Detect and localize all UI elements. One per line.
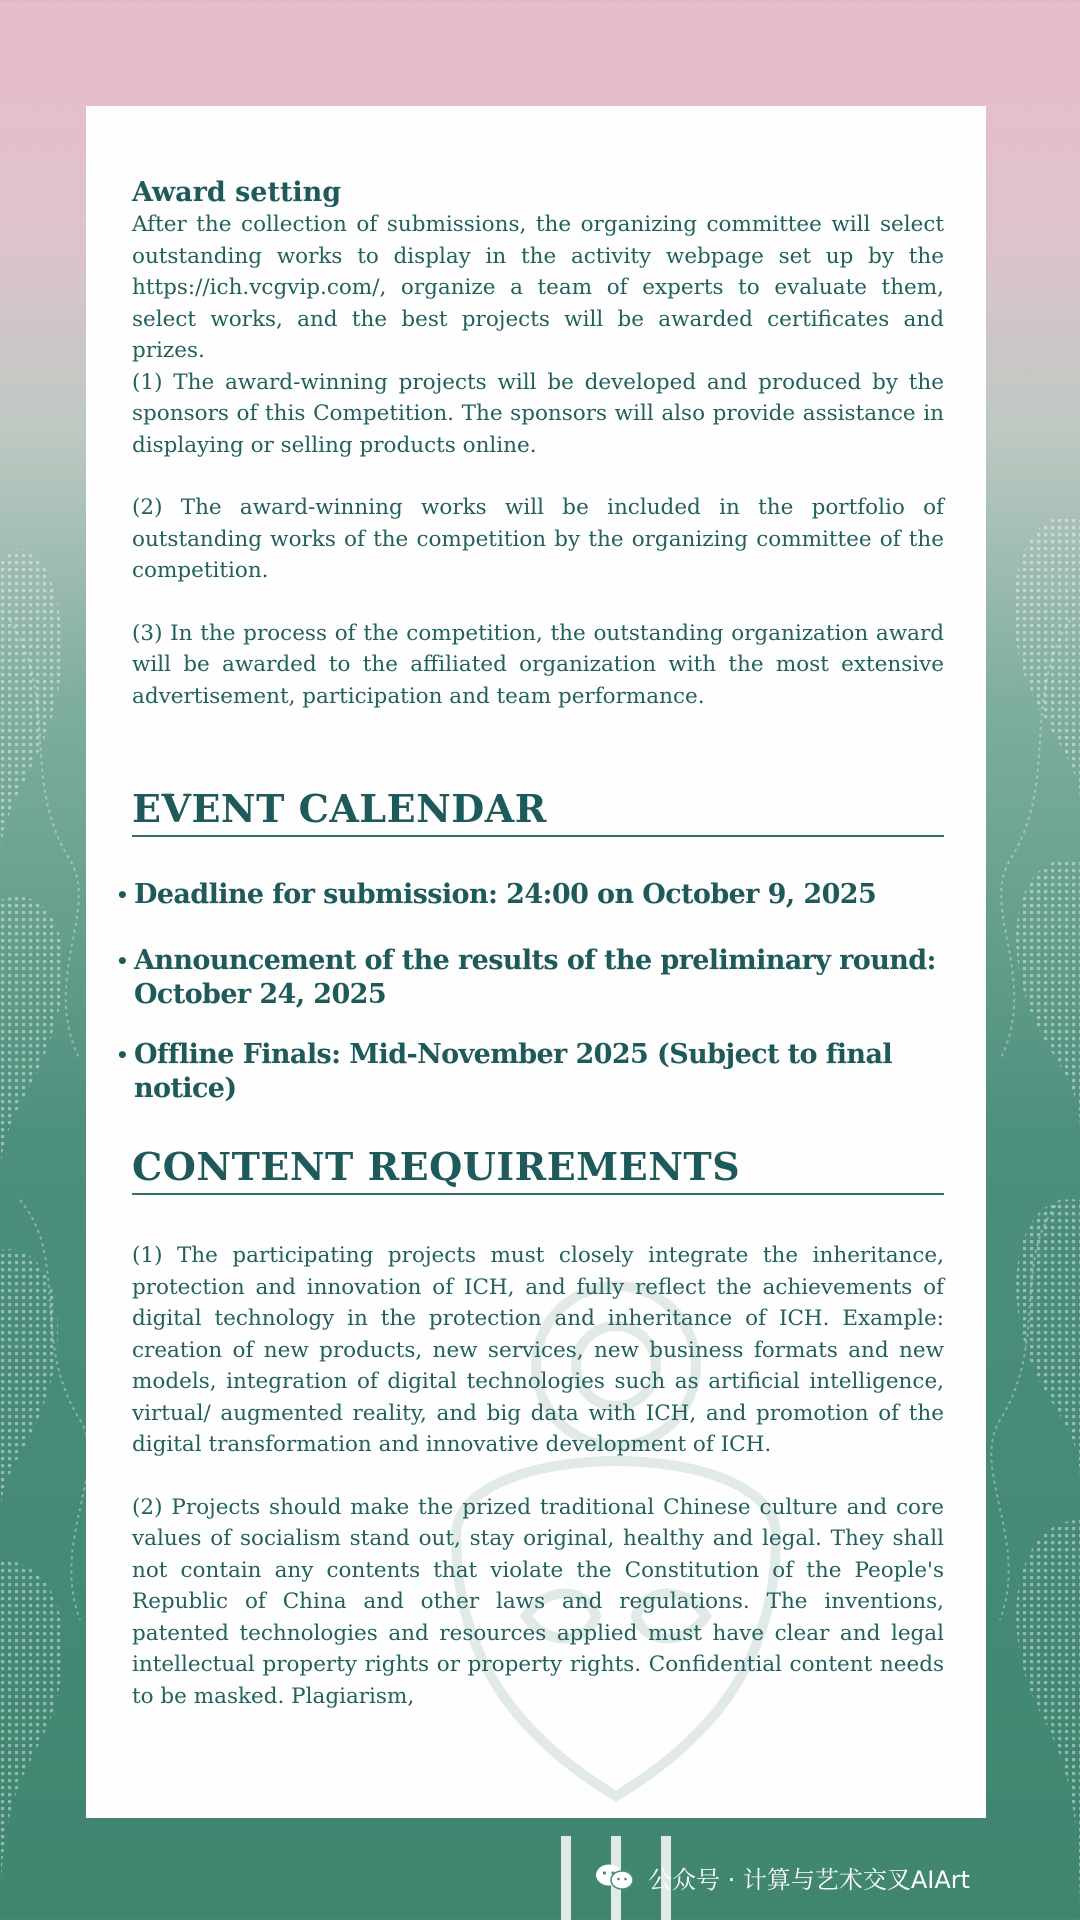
wechat-account-label: 公众号 · 计算与艺术交叉AIArt bbox=[648, 1865, 971, 1894]
bullet-dot-icon: • bbox=[116, 949, 129, 973]
wechat-icon bbox=[594, 1863, 636, 1891]
content-requirements-heading: CONTENT REQUIREMENTS bbox=[132, 1144, 944, 1195]
award-setting-intro: After the collection of submissions, the organizing committee will select outstanding works to display in the activity webpage set up by the https://ich.vcgvip.com/, organize a team of experts to evaluate them, select works, and the best projects will be awarded certificates and prizes. bbox=[132, 212, 944, 363]
calendar-item-preliminary bbox=[116, 944, 946, 1012]
calendar-item-text: Offline Finals: Mid-November 2025 (Subject to final notice) bbox=[134, 1039, 893, 1104]
award-setting-section bbox=[132, 176, 944, 712]
content-card bbox=[86, 106, 986, 1818]
wechat-watermark bbox=[594, 1860, 970, 1894]
bullet-dot-icon: • bbox=[116, 883, 129, 907]
award-item-2: (2) The award-winning works will be included in the portfolio of outstanding works of the competition by the organizing committee of the competition. bbox=[132, 495, 944, 583]
bullet-dot-icon: • bbox=[116, 1043, 129, 1067]
calendar-item-finals bbox=[116, 1038, 946, 1106]
calendar-item-deadline bbox=[116, 878, 946, 912]
event-calendar-heading: EVENT CALENDAR bbox=[132, 786, 944, 837]
calendar-item-text: Deadline for submission: 24:00 on October 9, 2025 bbox=[134, 879, 877, 910]
award-item-1: (1) The award-winning projects will be developed and produced by the sponsors of this Competition. The sponsors will also provide assistance in displaying or selling products online. bbox=[132, 369, 944, 458]
award-item-3: (3) In the process of the competition, the outstanding organization award will be awarded to the affiliated organization with the most extensive advertisement, participation and team performance. bbox=[132, 620, 944, 709]
calendar-item-text: Announcement of the results of the preliminary round: October 24, 2025 bbox=[134, 945, 936, 1010]
award-setting-title: Award setting bbox=[132, 177, 342, 208]
requirements-section bbox=[132, 1240, 944, 1712]
requirement-item-2: (2) Projects should make the prized traditional Chinese culture and core values of socialism stand out, stay original, healthy and legal. They shall not contain any contents that violate the Constitution of the People's Republic of China and other laws and regulations. The inventions, patented technologies and resources applied must have clear and legal intellectual property rights or property rights. Confidential content needs to be masked. Plagiarism, bbox=[132, 1494, 944, 1709]
requirement-item-1: (1) The participating projects must closely integrate the inheritance, protection and innovation of ICH, and fully reflect the achievements of digital technology in the protection and inheritance of ICH. Example: creation of new products, new services, new business formats and new models, integration of digital technologies such as artificial intelligence, virtual/ augmented reality, and big data with ICH, and promotion of the digital transformation and innovative development of ICH. bbox=[132, 1243, 944, 1457]
